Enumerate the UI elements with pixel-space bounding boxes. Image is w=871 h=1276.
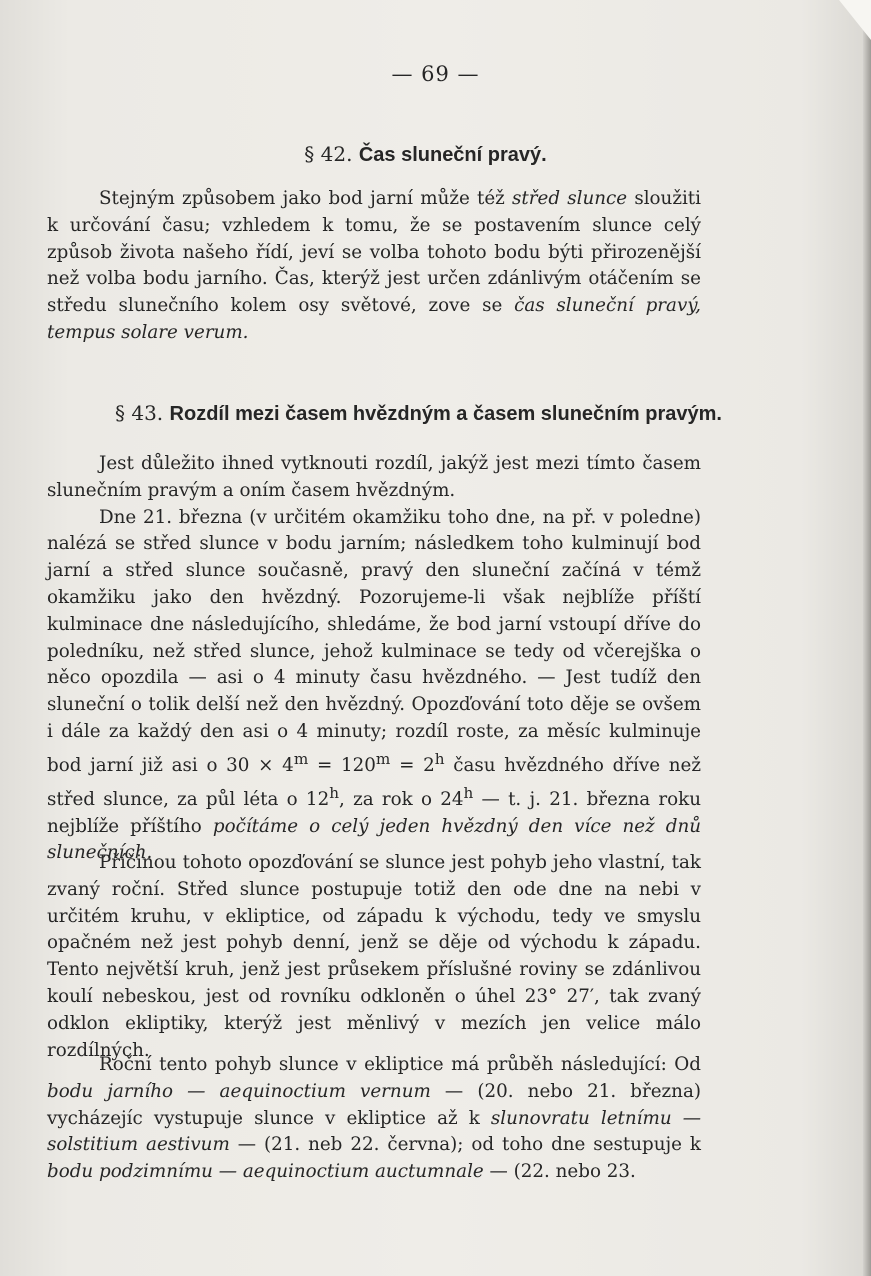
italic-term: střed slunce — [512, 188, 628, 209]
superscript: h — [329, 783, 340, 802]
paragraph: Jest důležito ihned vytknouti rozdíl, jakýž jest mezi tímto časem slunečním pravým a oním časem hvězdným. — [47, 453, 701, 501]
italic-term: slunovratu letnímu — solstitium aestivum — [47, 1107, 701, 1156]
section-42-body — [47, 186, 701, 347]
page-edge-shadow — [863, 0, 871, 1276]
section-42-title: Čas sluneční pravý. — [358, 144, 547, 166]
italic-term: počítáme o celý jeden hvězdný den více než dnů slunečních. — [47, 815, 702, 864]
section-42-heading — [0, 142, 861, 167]
section-43-body — [47, 451, 701, 867]
text-run: sloužiti k určování času; vzhledem k tomu, že se postavením slunce celý způsob života našeho řídí, jeví se volba tohoto bodu býti přirozenější než volba bodu jarního. Čas, kterýž jest určen zdánlivým otáčením se středu slunečního kolem osy světové, zove se — [47, 188, 701, 317]
section-43-heading — [0, 401, 854, 426]
section-43-number: § 43. — [115, 401, 164, 425]
section-43-title: Rozdíl mezi časem hvězdným a časem slunečním pravým. — [169, 403, 722, 425]
text-run: Roční tento pohyb slunce v ekliptice má průběh následující: Od — [99, 1054, 701, 1075]
text-run: — (20. nebo 21. března) vycházejíc vystupuje slunce v ekliptice až k — [47, 1080, 701, 1129]
text-run: = 2 — [390, 754, 435, 776]
text-run: , za rok o 24 — [339, 788, 464, 810]
section-43-body-cont — [47, 850, 701, 1064]
section-42-number: § 42. — [304, 142, 353, 166]
italic-term: čas sluneční pravý, tempus solare verum. — [47, 295, 701, 343]
superscript: h — [463, 783, 474, 802]
text-run: — (22. nebo 23. — [483, 1161, 636, 1183]
text-run: času hvězdného dříve než střed slunce, za půl léta o 12 — [47, 754, 701, 810]
paragraph: Příčinou tohoto opozďování se slunce jest pohyb jeho vlastní, tak zvaný roční. Střed slunce postupuje totiž den ode dne na nebi v určitém kruhu, v ekliptice, od západu k východu, tedy ve smyslu opačném než jest pohyb denní, jenž se děje od východu k západu. Tento největší kruh, jenž jest průsekem příslušné roviny se zdánlivou koulí nebeskou, jest od rovníku odkloněn o úhel 23° 27′, tak zvaný odklon ekliptiky, kterýž jest měnlivý v mezích jen velice málo rozdílných. — [47, 852, 701, 1061]
paragraph — [47, 1052, 701, 1186]
paragraph — [47, 186, 701, 347]
italic-term: bodu podzimnímu — aequinoctium auctumnale — [47, 1161, 484, 1183]
superscript: m — [375, 749, 391, 768]
text-run: = 120 — [308, 754, 376, 776]
folded-corner — [839, 0, 871, 40]
italic-term: bodu jarního — aequinoctium vernum — [47, 1080, 431, 1102]
paragraph — [47, 505, 701, 868]
superscript: h — [434, 749, 445, 768]
text-run: Dne 21. března (v určitém okamžiku toho dne, na př. v poledne) nalézá se střed slunce v bodu jarním; následkem toho kulminují bod jarní a střed slunce současně, pravý den sluneční začíná v témž okamžiku jako den hvězdný. Pozorujeme-li však nejblíže příští kulminace dne následujícího, shledáme, že bod jarní vstoupí dříve do poledníku, než střed slunce, jehož kulminace se tedy od včerejška o něco opozdila — asi o 4 minuty času hvězdného. — Jest tudíž den sluneční o tolik delší než den hvězdný. Opozďování toto děje se ovšem i dále za každý den asi o 4 minuty; rozdíl roste, za měsíc kulminuje bod jarní již asi o 30 × 4 — [47, 506, 701, 776]
section-43-body-end — [47, 1052, 701, 1186]
text-run: — t. j. 21. března roku nejblíže příštího — [47, 788, 701, 837]
superscript: m — [293, 749, 309, 768]
page-number: — 69 — — [391, 62, 480, 86]
text-run: Stejným způsobem jako bod jarní může též — [99, 188, 513, 209]
text-run: — (21. neb 22. června); od toho dne sestupuje k — [229, 1134, 701, 1156]
